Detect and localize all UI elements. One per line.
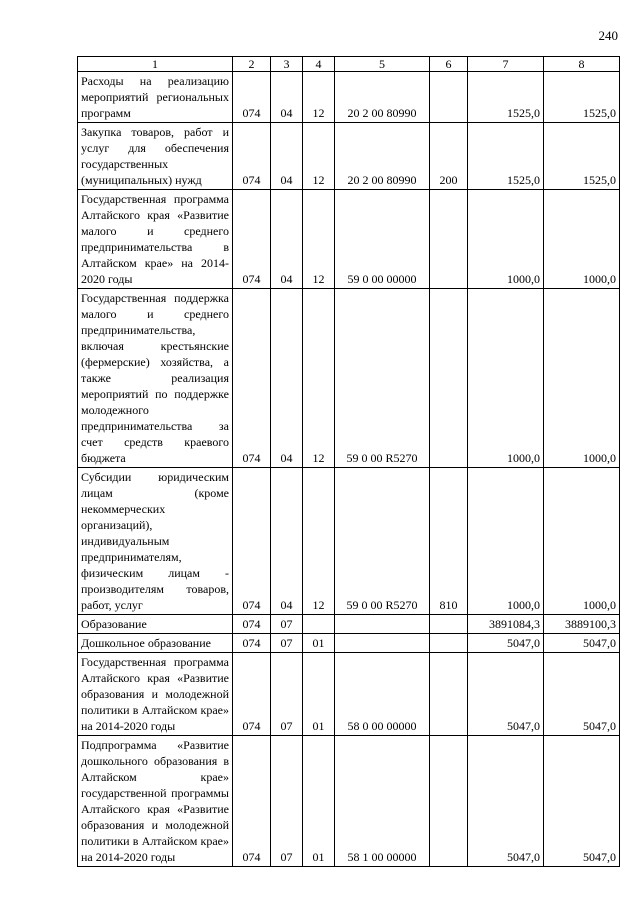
row-pr: 01 [303,634,335,653]
row-rz: 04 [271,190,303,289]
row-rz: 07 [271,615,303,634]
table-row [78,289,620,468]
row-vr [430,736,468,867]
row-sum2: 5047,0 [544,736,620,867]
row-csr: 59 0 00 R5270 [335,289,430,468]
row-vr [430,72,468,123]
row-vr [430,634,468,653]
row-sum2: 5047,0 [544,653,620,736]
row-csr [335,634,430,653]
header-cell: 3 [271,57,303,72]
row-sum2: 1000,0 [544,190,620,289]
row-ved: 074 [233,653,271,736]
header-cell: 6 [430,57,468,72]
row-rz: 04 [271,72,303,123]
row-name: Государственная программа Алтайского края «Развитие образования и молодежной политики в Алтайском крае» на 2014-2020 годы [78,653,233,736]
row-sum2: 1525,0 [544,72,620,123]
row-pr: 01 [303,653,335,736]
row-csr: 20 2 00 80990 [335,72,430,123]
row-ved: 074 [233,123,271,190]
row-name: Подпрограмма «Развитие дошкольного образования в Алтайском крае» государственной программы Алтайского края «Развитие образования и молодежной политики в Алтайском крае» на 2014-2020 годы [78,736,233,867]
row-csr: 20 2 00 80990 [335,123,430,190]
row-name: Государственная программа Алтайского края «Развитие малого и среднего предпринимательства в Алтайском крае» на 2014-2020 годы [78,190,233,289]
row-vr [430,653,468,736]
row-vr [430,190,468,289]
table-row [78,468,620,615]
table-row [78,190,620,289]
row-vr [430,289,468,468]
row-ved: 074 [233,72,271,123]
row-sum1: 1000,0 [468,190,544,289]
row-sum1: 1525,0 [468,123,544,190]
row-sum1: 5047,0 [468,653,544,736]
table-row [78,72,620,123]
row-pr: 12 [303,468,335,615]
header-cell: 1 [78,57,233,72]
header-cell: 7 [468,57,544,72]
row-pr: 01 [303,736,335,867]
row-csr: 58 1 00 00000 [335,736,430,867]
row-pr: 12 [303,72,335,123]
row-sum1: 1000,0 [468,289,544,468]
row-sum1: 5047,0 [468,634,544,653]
row-ved: 074 [233,468,271,615]
row-sum1: 1000,0 [468,468,544,615]
table-row [78,615,620,634]
row-name: Субсидии юридическим лицам (кроме некоммерческих организаций), индивидуальным предпринимателям, физическим лицам - производителям товаров, работ, услуг [78,468,233,615]
row-rz: 07 [271,634,303,653]
row-pr: 12 [303,123,335,190]
row-vr: 810 [430,468,468,615]
budget-table [77,56,620,867]
row-vr [430,615,468,634]
header-cell: 4 [303,57,335,72]
row-ved: 074 [233,634,271,653]
row-rz: 04 [271,123,303,190]
row-rz: 04 [271,468,303,615]
header-row [78,57,620,72]
page-number: 240 [598,28,618,43]
row-vr: 200 [430,123,468,190]
row-csr: 59 0 00 R5270 [335,468,430,615]
row-ved: 074 [233,615,271,634]
row-ved: 074 [233,190,271,289]
row-rz: 07 [271,653,303,736]
header-cell: 2 [233,57,271,72]
row-name: Государственная поддержка малого и среднего предпринимательства, включая крестьянские (фермерские) хозяйства, а также реализация мероприятий по поддержке молодежного предпринимательства за счет средств краевого бюджета [78,289,233,468]
row-name: Закупка товаров, работ и услуг для обеспечения государственных (муниципальных) нужд [78,123,233,190]
row-sum2: 3889100,3 [544,615,620,634]
row-ved: 074 [233,736,271,867]
row-ved: 074 [233,289,271,468]
table-row [78,736,620,867]
row-sum2: 1000,0 [544,289,620,468]
row-sum2: 5047,0 [544,634,620,653]
row-csr: 59 0 00 00000 [335,190,430,289]
row-csr: 58 0 00 00000 [335,653,430,736]
row-pr: 12 [303,289,335,468]
row-rz: 07 [271,736,303,867]
row-name: Образование [78,615,233,634]
row-csr [335,615,430,634]
row-sum1: 5047,0 [468,736,544,867]
row-pr [303,615,335,634]
row-pr: 12 [303,190,335,289]
table-row [78,123,620,190]
row-sum1: 3891084,3 [468,615,544,634]
row-name: Расходы на реализацию мероприятий региональных программ [78,72,233,123]
header-cell: 5 [335,57,430,72]
table-row [78,634,620,653]
row-name: Дошкольное образование [78,634,233,653]
row-sum2: 1000,0 [544,468,620,615]
table-row [78,653,620,736]
row-sum2: 1525,0 [544,123,620,190]
header-cell: 8 [544,57,620,72]
row-rz: 04 [271,289,303,468]
row-sum1: 1525,0 [468,72,544,123]
